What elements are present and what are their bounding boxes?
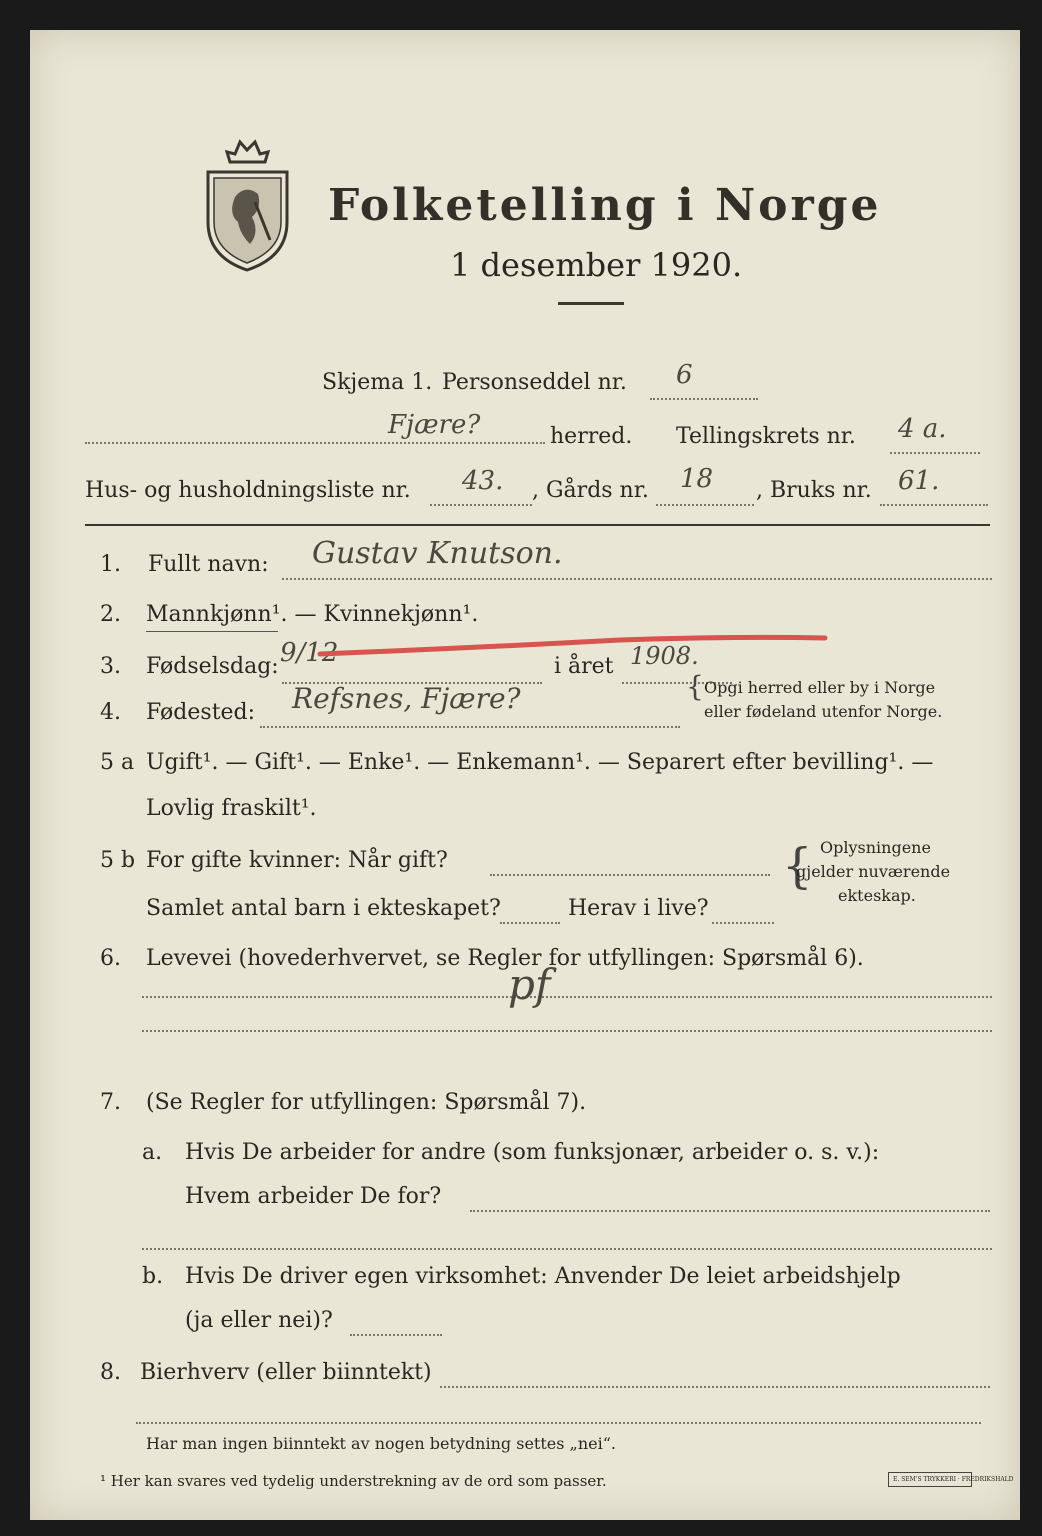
title-divider (558, 302, 624, 305)
q3-number: 3. (100, 654, 121, 679)
q5b-children-label: Samlet antal barn i ekteskapet? (146, 896, 501, 921)
q1-field-line (282, 578, 992, 580)
tellingskrets-label: Tellingskrets nr. (676, 424, 856, 449)
footer-note: Har man ingen biinntekt av nogen betydning settes „nei“. (146, 1434, 616, 1453)
birthdate-field[interactable]: 9/12 (280, 638, 339, 668)
census-form (30, 30, 1020, 1520)
q7-label: (Se Regler for utfyllingen: Spørsmål 7). (146, 1090, 587, 1115)
occupation-field[interactable]: pf (508, 960, 551, 1009)
q3-label: Fødselsdag: (146, 654, 279, 679)
q7a-line1: Hvis De arbeider for andre (som funksjonær, arbeider o. s. v.): (185, 1140, 880, 1165)
q5b-number: 5 b (100, 848, 136, 873)
hus-field-line (430, 504, 532, 506)
birth-year-field[interactable]: 1908. (630, 642, 699, 670)
hus-field[interactable]: 43. (462, 466, 504, 496)
gards-label: , Gårds nr. (532, 478, 649, 503)
tellingskrets-field-line (890, 452, 980, 454)
printer-mark: E. SEM'S TRYKKERI · FREDRIKSHALD (888, 1472, 972, 1487)
q7-number: 7. (100, 1090, 121, 1115)
year-label: i året (554, 654, 614, 679)
gender-underline (146, 631, 278, 632)
q7a-line2: Hvem arbeider De for? (185, 1184, 442, 1209)
children-count-field[interactable] (500, 922, 560, 924)
q5b-brace: { (782, 838, 813, 894)
marital-status-options-cont[interactable]: Lovlig fraskilt¹. (146, 796, 317, 821)
q8-label: Bierhverv (eller biinntekt) (140, 1360, 432, 1385)
q5b-note-line1: Oplysningene (820, 838, 931, 857)
q4-label: Fødested: (146, 700, 256, 725)
q4-note-line1: Opgi herred eller by i Norge (704, 678, 936, 697)
side-income-field[interactable] (440, 1386, 990, 1388)
hired-help-field[interactable] (350, 1334, 442, 1336)
tellingskrets-field[interactable]: 4 a. (898, 414, 947, 444)
personseddel-label: Personseddel nr. (442, 370, 627, 395)
q5a-number: 5 a (100, 750, 135, 775)
coat-of-arms-icon (200, 122, 295, 272)
full-name-field[interactable]: Gustav Knutson. (312, 536, 563, 571)
gender-options[interactable]: Mannkjønn¹. — Kvinnekjønn¹. (146, 602, 479, 627)
q5b-note-line3: ekteskap. (838, 886, 916, 905)
document-title: Folketelling i Norge (328, 180, 882, 231)
q5b-note-line2: gjelder nuværende (796, 862, 951, 881)
side-income-field-line-2 (136, 1422, 981, 1424)
q7a-number: a. (142, 1140, 163, 1165)
hus-label: Hus- og husholdningsliste nr. (85, 478, 411, 503)
q5b-married-when-label: For gifte kvinner: Når gift? (146, 848, 448, 873)
bruks-field[interactable]: 61. (898, 466, 940, 496)
red-pencil-strike (320, 626, 840, 666)
census-date: 1 desember 1920. (450, 246, 743, 284)
children-alive-field[interactable] (712, 922, 774, 924)
marital-status-options[interactable]: Ugift¹. — Gift¹. — Enke¹. — Enkemann¹. — Separert efter bevilling¹. — (146, 750, 934, 775)
q8-number: 8. (100, 1360, 121, 1385)
q4-note-line2: eller fødeland utenfor Norge. (704, 702, 943, 721)
occupation-field-line-1 (142, 996, 992, 998)
footnote: ¹ Her kan svares ved tydelig understrekning av de ord som passer. (100, 1472, 607, 1490)
occupation-field-line-2 (142, 1030, 992, 1032)
bruks-field-line (880, 504, 988, 506)
q1-number: 1. (100, 552, 121, 577)
schema-label: Skjema 1. (322, 370, 433, 395)
birthplace-field[interactable]: Refsnes, Fjære? (292, 682, 521, 715)
employer-field-line-2 (142, 1248, 992, 1250)
header-rule (85, 524, 990, 526)
q6-number: 6. (100, 946, 121, 971)
employer-field[interactable] (470, 1210, 990, 1212)
q2-number: 2. (100, 602, 121, 627)
herred-field[interactable]: Fjære? (388, 410, 481, 440)
q6-label: Levevei (hovederhvervet, se Regler for utfyllingen: Spørsmål 6). (146, 946, 864, 971)
herred-field-line (85, 442, 545, 444)
q7b-line1: Hvis De driver egen virksomhet: Anvender De leiet arbeidshjelp (185, 1264, 901, 1289)
q4-number: 4. (100, 700, 121, 725)
birthplace-field-line (260, 726, 680, 728)
q1-label: Fullt navn: (148, 552, 269, 577)
gards-field-line (656, 504, 754, 506)
q5b-alive-label: Herav i live? (568, 896, 709, 921)
gards-field[interactable]: 18 (680, 464, 714, 494)
bruks-label: , Bruks nr. (756, 478, 872, 503)
q7b-line2: (ja eller nei)? (185, 1308, 333, 1333)
personseddel-field[interactable]: 6 (676, 360, 693, 390)
q4-brace: { (686, 670, 704, 703)
herred-label: herred. (550, 424, 633, 449)
q7b-number: b. (142, 1264, 164, 1289)
married-when-field[interactable] (490, 874, 770, 876)
personseddel-field-line (650, 398, 758, 400)
